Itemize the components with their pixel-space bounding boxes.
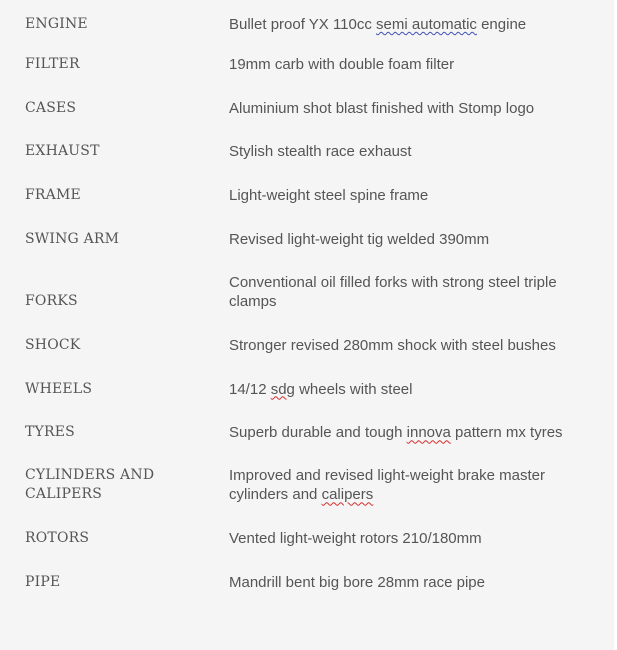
spec-label: ROTORS [25, 530, 90, 547]
spelling-flag[interactable]: calipers [321, 486, 374, 504]
spec-value: Stylish stealth race exhaust [229, 143, 412, 161]
spec-value: Vented light-weight rotors 210/180mm [229, 530, 482, 548]
spec-label: WHEELS [25, 380, 93, 397]
spec-value-text: wheels with steel [294, 380, 413, 398]
spec-label: TYRES [25, 424, 75, 441]
spec-value: Aluminium shot blast finished with Stomp logo [229, 99, 535, 117]
spec-row-wheels [0, 359, 614, 403]
spec-row-shock [0, 315, 614, 359]
spec-label: PIPE [25, 573, 61, 590]
spec-value: Light-weight steel spine frame [229, 187, 429, 205]
spec-label: FILTER [25, 55, 80, 72]
spec-value: Revised light-weight tig welded 390mm [229, 230, 490, 248]
spelling-flag[interactable]: innova [406, 424, 451, 442]
spec-value-text: Superb durable and tough [229, 424, 407, 442]
spec-label: CYLINDERS AND CALIPERS [25, 467, 155, 503]
spec-value-text: Improved and revised light-weight brake master cylinders and [229, 467, 545, 504]
spec-value [229, 423, 614, 442]
spec-row-cylinders-calipers [0, 446, 614, 508]
spec-value [229, 15, 614, 34]
spec-row-swing-arm [0, 209, 614, 253]
spec-value-text: engine [476, 16, 527, 33]
spec-label: FRAME [25, 187, 81, 204]
spec-value: Stronger revised 280mm shock with steel bushes [229, 336, 556, 354]
spec-row-rotors [0, 508, 614, 552]
spec-row-frame [0, 165, 614, 209]
spec-value [229, 380, 614, 399]
spec-label: CASES [25, 99, 77, 116]
spec-row-tyres [0, 403, 614, 447]
spec-value-text: pattern mx tyres [450, 424, 563, 442]
spec-label: ENGINE [25, 16, 88, 32]
spec-row-forks [0, 253, 614, 315]
spec-label: SHOCK [25, 336, 81, 353]
spec-row-cases [0, 78, 614, 122]
spec-row-engine [0, 0, 614, 34]
spec-row-exhaust [0, 122, 614, 166]
spec-label: SWING ARM [25, 230, 120, 247]
spec-value: 19mm carb with double foam filter [229, 55, 455, 73]
spec-label: EXHAUST [25, 143, 100, 160]
spec-value: Mandrill bent big bore 28mm race pipe [229, 573, 485, 591]
spec-value-text: Bullet proof YX 110cc [229, 16, 377, 33]
spec-value-text: 14/12 [229, 380, 271, 398]
grammar-flag[interactable]: semi automatic [376, 16, 477, 33]
spec-label: FORKS [25, 292, 78, 309]
spec-value [229, 466, 614, 504]
spec-row-pipe [0, 552, 614, 596]
spec-value: Conventional oil filled forks with strong steel triple clamps [229, 273, 557, 310]
spec-row-filter [0, 34, 614, 78]
spelling-flag[interactable]: sdg [270, 380, 295, 398]
